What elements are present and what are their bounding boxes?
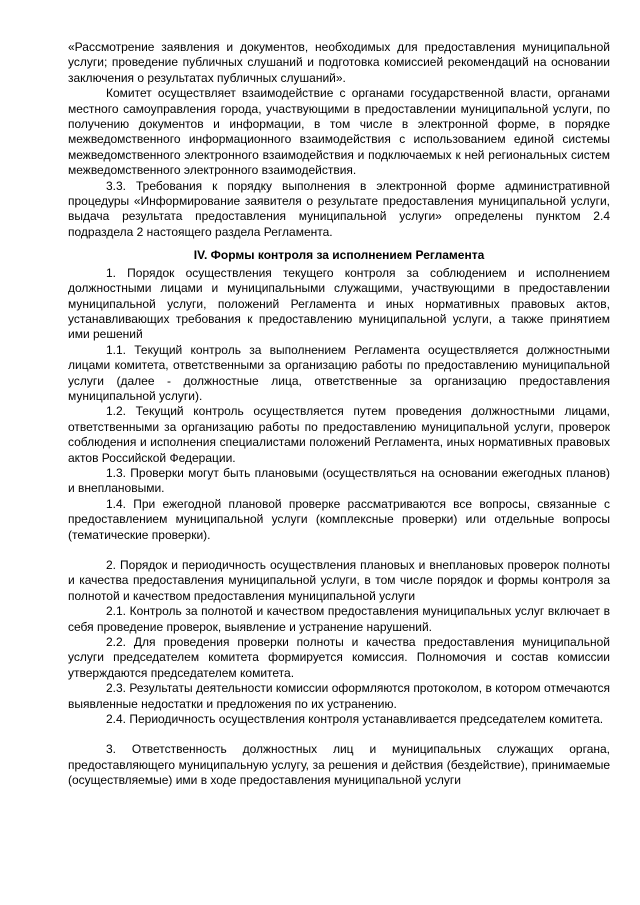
document-page (68, 40, 610, 789)
paragraph-1-4: 1.4. При ежегодной плановой проверке рассматриваются все вопросы, связанные с предоставлением муниципальной услуги (комплексные проверки) или отдельные вопросы (тематические проверки). (68, 496, 610, 542)
paragraph-2-3: 2.3. Результаты деятельности комиссии оформляются протоколом, в котором отмечаются выявленные недостатки и предложения по их устранению. (68, 681, 610, 711)
paragraph-2: 2. Порядок и периодичность осуществления плановых и внеплановых проверок полноты и качества предоставления муниципальной услуги, в том числе порядок и формы контроля за полнотой и качеством предоставления муниципальной услуги (68, 558, 610, 603)
paragraph-1-3: 1.3. Проверки могут быть плановыми (осуществляться на основании ежегодных планов) и внеплановыми. (68, 465, 610, 496)
section-heading: IV. Формы контроля за исполнением Регламента (193, 248, 485, 263)
paragraph-3-3: 3.3. Требования к порядку выполнения в электронной форме административной процедуры «Информирование заявителя о результате предоставления муниципальной услуги, выдача результата предоставления муниципальной услуги» определены пунктом 2.4 подраздела 2 настоящего раздела Регламента. (68, 178, 610, 239)
paragraph-2-1: 2.1. Контроль за полнотой и качеством предоставления муниципальных услуг включает в себя проведение проверок, выявление и устранение нарушений. (68, 604, 610, 634)
paragraph-hearings-procedure: «Рассмотрение заявления и документов, необходимых для предоставления муниципальной услуги; проведение публичных слушаний и подготовка комиссией рекомендаций на основании заключения о результатах публичных слушаний». (68, 40, 610, 85)
paragraph-2-2: 2.2. Для проведения проверки полноты и качества предоставления муниципальной услуги председателем комитета формируется комиссия. Полномочия и состав комиссии утверждаются председателем комитета. (68, 635, 610, 680)
paragraph-interaction: Комитет осуществляет взаимодействие с органами государственной власти, органами местного самоуправления города, участвующими в предоставлении муниципальной услуги, по получению документов и информации, в том числе в электронной форме, в порядке межведомственного информационного взаимодействия с использованием единой системы межведомственного электронного взаимодействия и подключаемых к ней региональных систем межведомственного электронного взаимодействия. (68, 86, 610, 178)
paragraph-2-4: 2.4. Периодичность осуществления контроля устанавливается председателем комитета. (106, 712, 604, 727)
paragraph-1-1: 1.1. Текущий контроль за выполнением Регламента осуществляется должностными лицами комитета, ответственными за организацию работы по предоставлению муниципальной услуги (далее - должностные лица, ответственные за организацию предоставления муниципальной услуги). (68, 342, 610, 403)
paragraph-1: 1. Порядок осуществления текущего контроля за соблюдением и исполнением должностными лицами и муниципальными служащими, участвующими в предоставлении муниципальной услуги, положений Регламента и иных нормативных правовых актов, устанавливающих требования к предоставлению муниципальной услуги, а также принятием ими решений (68, 265, 610, 342)
paragraph-1-2: 1.2. Текущий контроль осуществляется путем проведения должностными лицами, ответственными за организацию работы по предоставлению муниципальной услуги, проверок соблюдения и исполнения специалистами положений Регламента, иных нормативных правовых актов Российской Федерации. (68, 404, 610, 465)
paragraph-3: 3. Ответственность должностных лиц и муниципальных служащих органа, предоставляющего муниципальную услугу, за решения и действия (бездействие), принимаемые (осуществляемые) ими в ходе предоставления муниципальной услуги (68, 742, 610, 788)
